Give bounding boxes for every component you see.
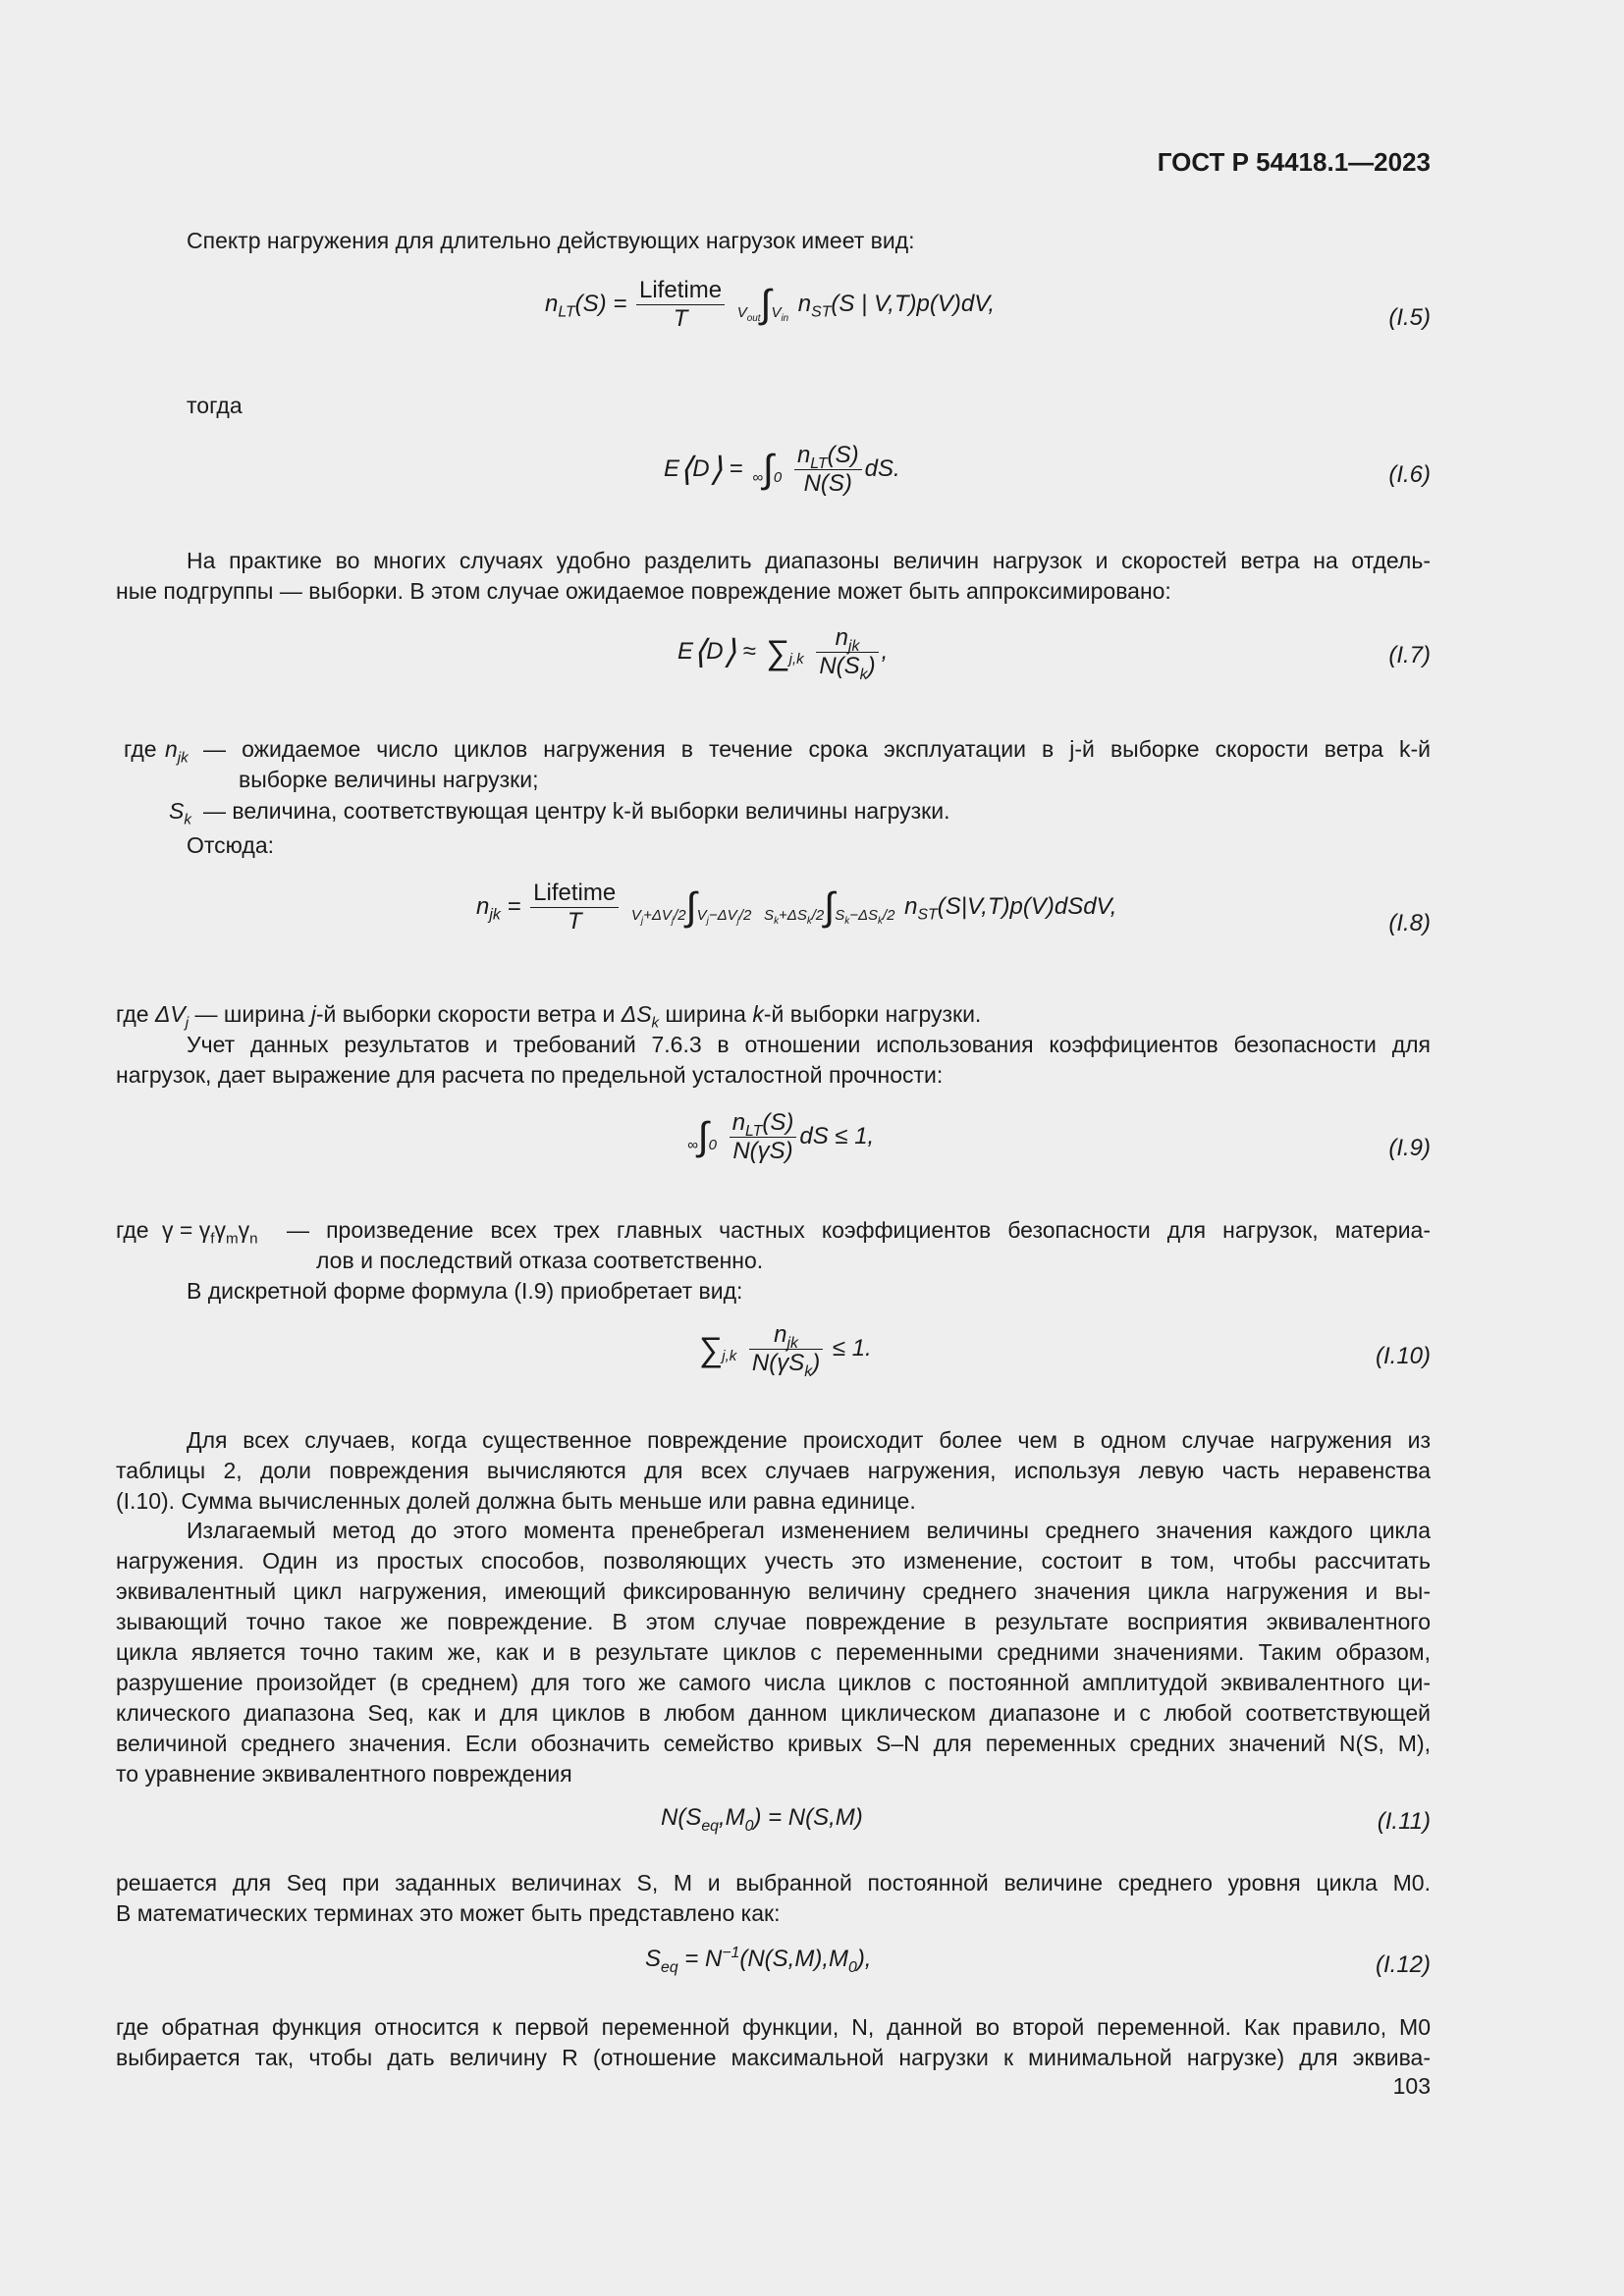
symbol-njk: $n_{jk}$ xyxy=(165,736,189,767)
formula-i8: $n_{jk}$ = $\frac{\text{Lifetime}}{T}$ $V_j+\Delta V_j/2\int V_j-\Delta V_j/2$ $S_k+\Delta S_k/2\int S_k-\Delta S_k/2$ $n_{ST}(S|V,T)p(V)dSdV$, xyxy=(476,880,1117,934)
paragraph-inverse-line1: где обратная функция относится к первой переменной функции, N, данной во второй переменной. Как правило, M0 xyxy=(116,2014,1431,2040)
definition-delta: где $\Delta V_j$ — ширина j-й выборки скорости ветра и $\Delta S_k$ ширина k-й выборки нагрузки. xyxy=(116,1001,982,1032)
definition-njk-line2: выборке величины нагрузки; xyxy=(239,767,539,792)
equation-number-i12: (I.12) xyxy=(1375,1951,1431,1978)
equation-number-i11: (I.11) xyxy=(1377,1808,1431,1835)
paragraph-solved-line2: В математических терминах это может быть представлено как: xyxy=(116,1900,781,1926)
paragraph-method-line6: разрушение произойдет (в среднем) для того же самого числа циклов с постоянной амплитудой эквивалентного ци- xyxy=(116,1670,1431,1695)
paragraph-method-line3: эквивалентный цикл нагружения, имеющий фиксированную величину среднего значения цикла нагружения и вы- xyxy=(116,1578,1431,1604)
paragraph-method-line7: клического диапазона Seq, как и для циклов в любом данном циклическом диапазоне и с любой соответствующей xyxy=(116,1700,1431,1726)
page-number: 103 xyxy=(1392,2073,1431,2099)
equation-number-i5: (I.5) xyxy=(1388,304,1431,331)
paragraph-method-line2: нагружения. Один из простых способов, позволяющих учесть это изменение, состоит в том, чтобы рассчитать xyxy=(116,1548,1431,1574)
formula-i10: ∑j,k $\frac{n_{jk}}{N(\gamma S_k)}$ ≤ 1. xyxy=(698,1321,872,1380)
formula-i9: ∞∫0 $\frac{n_{LT}(S)}{N(\gamma S)}$ dS ≤ 1, xyxy=(687,1109,875,1164)
paragraph-otsyuda: Отсюда: xyxy=(187,832,275,858)
paragraph-damage-line2: таблицы 2, доли повреждения вычисляются для всех случаев нагружения, используя левую часть неравенства xyxy=(116,1458,1431,1483)
paragraph-safety-line1: Учет данных результатов и требований 7.6.3 в отношении использования коэффициентов безопасности для xyxy=(187,1032,1431,1057)
paragraph-method-line9: то уравнение эквивалентного повреждения xyxy=(116,1761,572,1787)
paragraph-discrete: В дискретной форме формула (I.9) приобретает вид: xyxy=(187,1278,743,1304)
symbol-gamma: $\gamma = \gamma_f\gamma_m\gamma_n$ xyxy=(162,1217,258,1248)
formula-i12: $S_{eq} = N^{-1}(N(S,M),M_0)$, xyxy=(645,1945,872,1976)
paragraph-togda: тогда xyxy=(187,393,243,418)
paragraph-inverse-line2: выбирается так, чтобы дать величину R (отношение максимальной нагрузки к минимальной нагрузке) для эквива- xyxy=(116,2045,1431,2070)
paragraph-method-line1: Излагаемый метод до этого момента пренебрегал изменением величины среднего значения каждого цикла xyxy=(187,1518,1431,1543)
paragraph-solved-line1: решается для Seq при заданных величинах S, M и выбранной постоянной величине среднего уровня цикла M0. xyxy=(116,1870,1431,1896)
paragraph-method-line4: зывающий точно такое же повреждение. В этом случае повреждение в результате восприятия эквивалентного xyxy=(116,1609,1431,1634)
formula-i11: $N(S_{eq},M_0) = N(S,M)$ xyxy=(661,1804,863,1835)
symbol-sk: $S_k$ xyxy=(169,798,191,828)
formula-i7: E⟨D⟩ ≈ ∑j,k $\frac{n_{jk}}{N(S_k)}$ , xyxy=(677,624,889,683)
formula-i5: $n_{LT}(S)$ = $\frac{\text{Lifetime}}{T}$ $V_{out}\int V_{in}$ $n_{ST}(S$ | V,T)p(V)dV, xyxy=(545,277,996,332)
equation-number-i7: (I.7) xyxy=(1388,642,1431,668)
paragraph-method-line8: величиной среднего значения. Если обозначить семейство кривых S–N для переменных средних значений N(S, M), xyxy=(116,1731,1431,1756)
definition-gamma-line2: лов и последствий отказа соответственно. xyxy=(316,1248,764,1273)
standard-header: ГОСТ Р 54418.1—2023 xyxy=(1157,147,1431,177)
paragraph-safety-line2: нагрузок, дает выражение для расчета по предельной усталостной прочности: xyxy=(116,1062,944,1088)
equation-number-i8: (I.8) xyxy=(1388,910,1431,936)
definition-gamma-line1: — произведение всех трех главных частных коэффициентов безопасности для нагрузок, материа- xyxy=(287,1217,1431,1243)
paragraph-practice-line1: На практике во многих случаях удобно разделить диапазоны величин нагрузок и скоростей ветра на отдель- xyxy=(187,548,1431,573)
equation-number-i10: (I.10) xyxy=(1375,1343,1431,1369)
paragraph-method-line5: цикла является точно таким же, как и в результате циклов с переменными средними значениями. Таким образом, xyxy=(116,1639,1431,1665)
formula-i6: E⟨D⟩ = ∞∫0 $\frac{n_{LT}(S)}{N(S)}$ dS. xyxy=(664,442,900,497)
paragraph-damage-line3: (I.10). Сумма вычисленных долей должна быть меньше или равна единице. xyxy=(116,1488,916,1514)
where-label-3: где xyxy=(116,1217,149,1243)
definition-njk-line1: — ожидаемое число циклов нагружения в течение срока эксплуатации в j-й выборке скорости ветра k-й xyxy=(203,736,1431,762)
paragraph-spectrum-intro: Спектр нагружения для длительно действующих нагрузок имеет вид: xyxy=(187,228,915,253)
where-label-1: где xyxy=(124,736,157,762)
definition-sk: — величина, соответствующая центру k-й выборки величины нагрузки. xyxy=(203,798,950,824)
paragraph-damage-line1: Для всех случаев, когда существенное повреждение происходит более чем в одном случае нагружения из xyxy=(187,1427,1431,1453)
paragraph-practice-line2: ные подгруппы — выборки. В этом случае ожидаемое повреждение может быть аппроксимировано: xyxy=(116,578,1171,604)
equation-number-i6: (I.6) xyxy=(1388,461,1431,488)
equation-number-i9: (I.9) xyxy=(1388,1135,1431,1161)
